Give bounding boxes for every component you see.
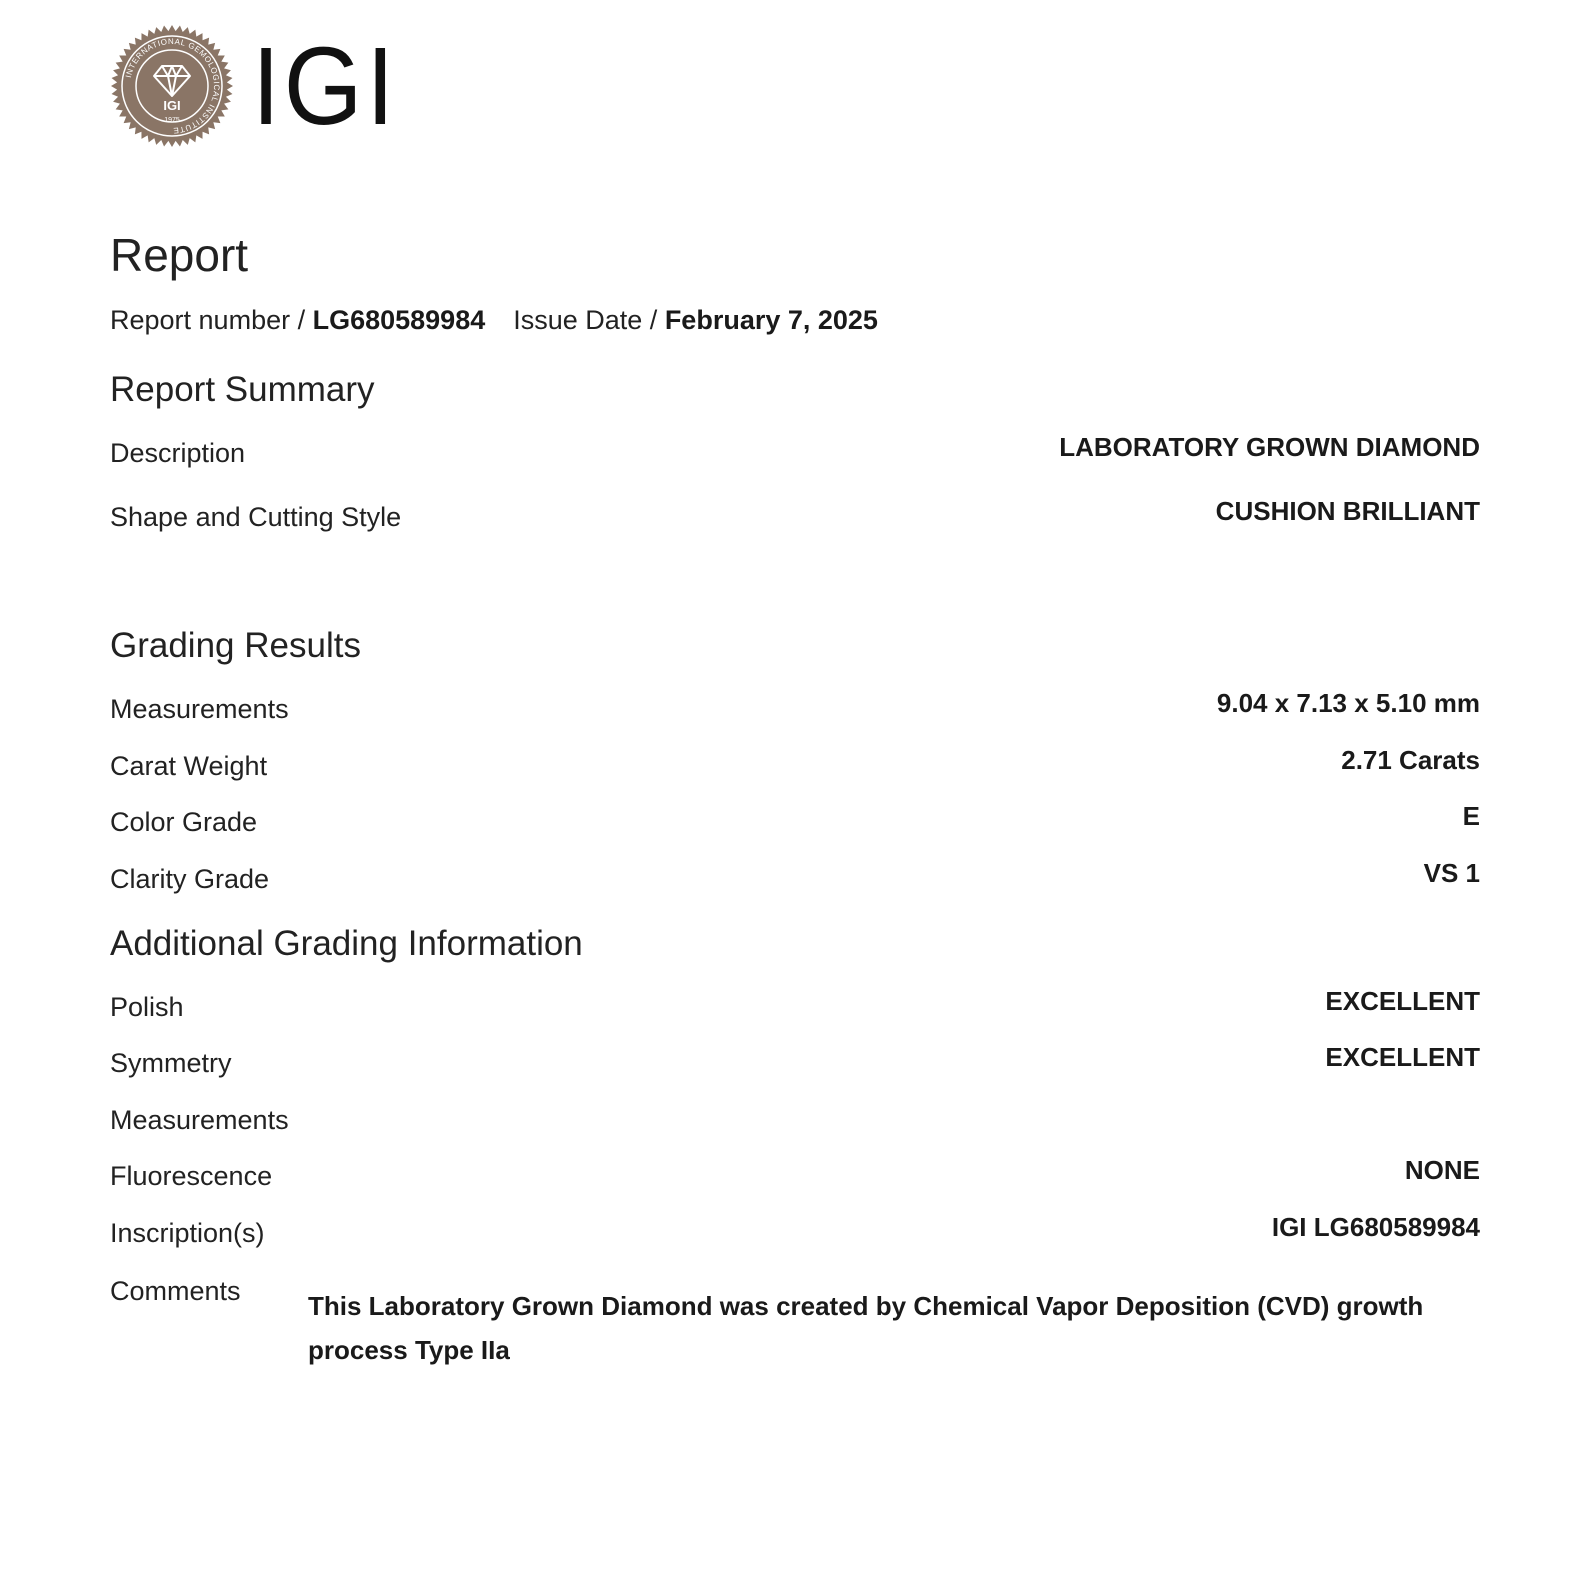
symmetry-value: EXCELLENT: [1325, 1042, 1480, 1072]
symmetry-label: Symmetry: [110, 1048, 232, 1078]
seal-text: INTERNATIONAL GEMOLOGICAL INSTITUTE: [123, 36, 222, 136]
shape-label: Shape and Cutting Style: [110, 502, 402, 532]
page-title: Report: [110, 229, 249, 281]
section-title-additional-grading: Additional Grading Information: [110, 924, 583, 963]
description-value: LABORATORY GROWN DIAMOND: [1059, 432, 1480, 462]
polish-value: EXCELLENT: [1325, 986, 1480, 1016]
report-meta: [110, 305, 878, 336]
igi-logo: [110, 24, 411, 148]
carat-weight-label: Carat Weight: [110, 751, 268, 781]
color-grade-value: E: [1462, 801, 1480, 831]
comments-value: This Laboratory Grown Diamond was created by Chemical Vapor Deposition (CVD) growth process Type IIa: [308, 1291, 1424, 1365]
clarity-grade-value: VS 1: [1423, 858, 1480, 888]
fluorescence-label: Fluorescence: [110, 1161, 273, 1191]
seal-year: 1975: [164, 117, 180, 124]
measurements-label: Measurements: [110, 694, 289, 724]
seal-monogram: IGI: [163, 98, 181, 113]
additional-measurements-label: Measurements: [110, 1105, 289, 1135]
section-title-grading-results: Grading Results: [110, 626, 361, 665]
issue-date-label: Issue Date /: [513, 305, 665, 335]
comments-label: Comments: [110, 1276, 241, 1306]
description-label: Description: [110, 438, 246, 468]
color-grade-label: Color Grade: [110, 807, 258, 837]
inscriptions-label: Inscription(s): [110, 1218, 265, 1248]
fluorescence-value: NONE: [1404, 1155, 1480, 1185]
polish-label: Polish: [110, 992, 184, 1022]
section-title-report-summary: Report Summary: [110, 370, 375, 409]
issue-date: February 7, 2025: [664, 305, 878, 335]
clarity-grade-label: Clarity Grade: [110, 864, 270, 894]
igi-seal-icon: [110, 24, 234, 148]
measurements-value: 9.04 x 7.13 x 5.10 mm: [1216, 688, 1480, 718]
inscriptions-value: IGI LG680589984: [1271, 1212, 1480, 1242]
shape-value: CUSHION BRILLIANT: [1215, 496, 1480, 526]
report-number-label: Report number /: [110, 305, 313, 335]
report-number: LG680589984: [312, 305, 486, 335]
igi-wordmark: IGI: [252, 25, 398, 148]
carat-weight-value: 2.71 Carats: [1341, 745, 1480, 775]
